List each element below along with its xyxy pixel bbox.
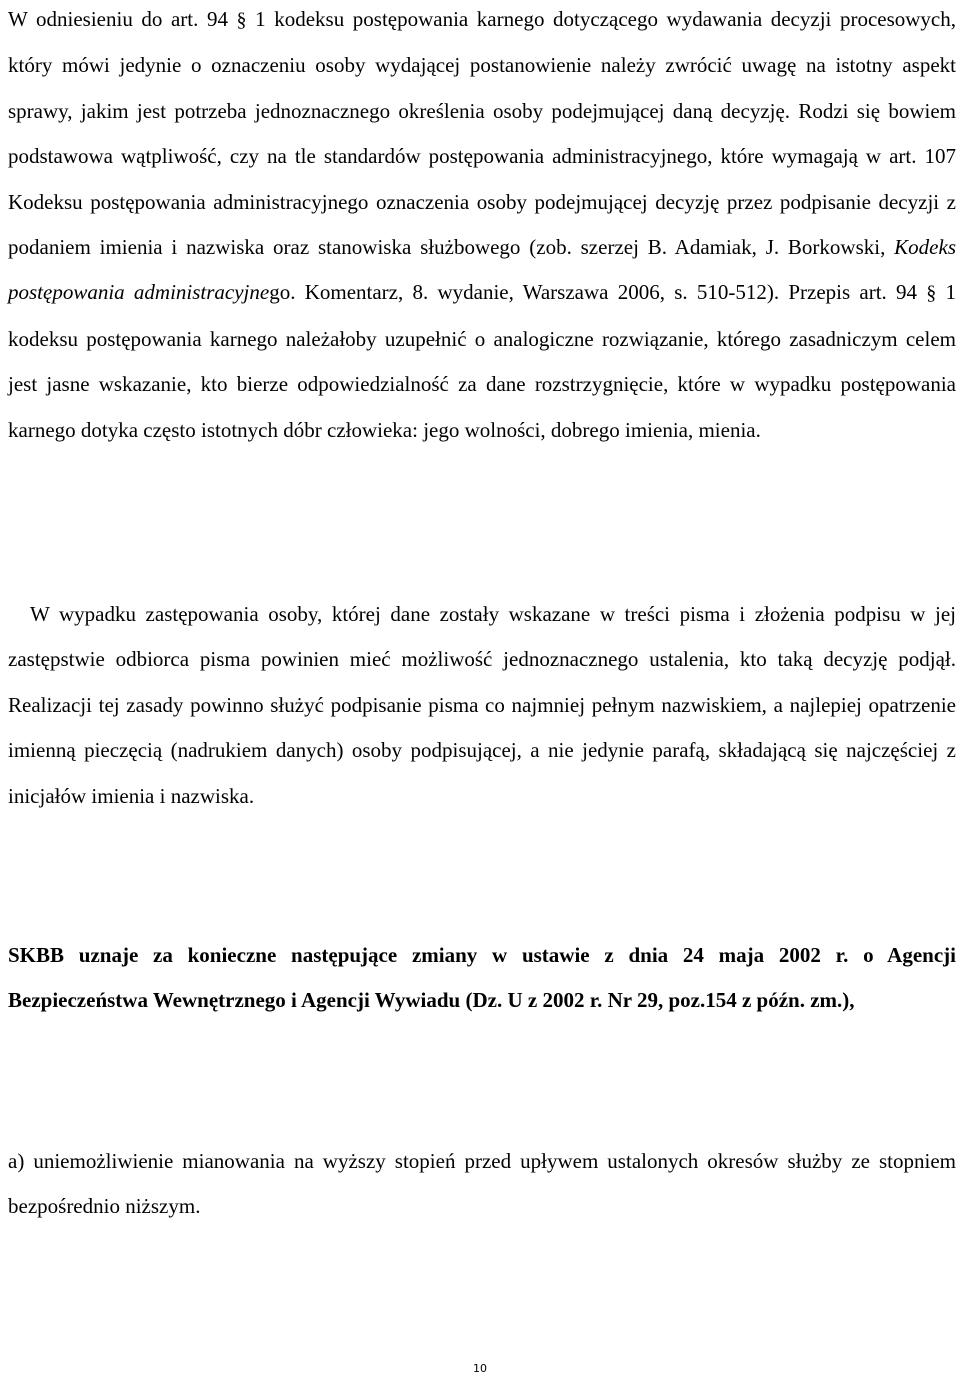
page-number: 10 xyxy=(473,1362,487,1375)
text-segment: W odniesieniu do art. 94 xyxy=(8,7,237,31)
section-sign: § xyxy=(236,9,247,31)
text-segment: a) uniemożliwienie mianowania na wyższy stopień przed upływem ustalonych okresów służby ze stopniem bezpośrednio niższym. xyxy=(8,1149,956,1218)
text-segment: 1 kodeksu postępowania karnego dotyczącego wydawania decyzji procesowych, który mówi jedynie o oznaczeniu osoby wydającej postanowienie należy zwrócić uwagę na istotny aspekt sprawy, jakim jest potrzeba jednoznacznego określenia osoby podejmującej daną decyzję. Rodzi się bowiem podstawowa wątpliwość, czy na tle standardów postępowania administracyjnego, które wymagają w art. 107 Kodeksu postępowania administracyjnego oznaczenia osoby podejmującej decyzję przez podpisanie decyzji z podaniem imienia i nazwiska oraz stanowiska służbowego (zob. szerzej B. Adamiak, J. Borkowski, xyxy=(8,7,956,260)
text-segment: 1 kodeksu postępowania karnego należałoby uzupełnić o analogiczne rozwiązanie, którego zasadniczym celem jest jasne wskazanie, kto bierze odpowiedzialność za dane rozstrzygnięcie, które w wypadku postępowania karnego dotyka często istotnych dóbr człowieka: jego wolności, dobrego imienia, mienia. xyxy=(8,280,957,442)
paragraph-skbb-zmiany-heading xyxy=(8,933,956,1023)
paragraph-kpk-art-94 xyxy=(8,0,956,453)
paragraph-point-a xyxy=(8,1139,956,1229)
paragraph-zastepowanie-osoby xyxy=(8,592,956,819)
italic-citation: Kodeks postępowania administracyjne xyxy=(8,235,956,305)
text-segment: W wypadku zastępowania osoby, której dane zostały wskazane w treści pisma i złożenia podpisu w jej zastępstwie odbiorca pisma powinien mieć możliwość jednoznacznego ustalenia, kto taką decyzję podjął. Realizacji tej zasady powinno służyć podpisanie pisma co najmniej pełnym nazwiskiem, a najlepiej opatrzenie imienną pieczęcią (nadrukiem danych) osoby podpisującej, a nie jedynie parafą, składającą się najczęściej z inicjałów imienia i nazwiska. xyxy=(8,602,956,808)
section-sign: § xyxy=(926,282,937,305)
text-segment: go. Komentarz, 8. wydanie, Warszawa 2006, s. 510-512). Przepis art. 94 xyxy=(269,280,927,305)
text-segment: SKBB uznaje za konieczne następujące zmiany w ustawie z dnia 24 maja 2002 r. o Agencji Bezpieczeństwa Wewnętrznego i Agencji Wywiadu (Dz. U z 2002 r. Nr 29, poz.154 z późn. zm.), xyxy=(8,943,956,1012)
